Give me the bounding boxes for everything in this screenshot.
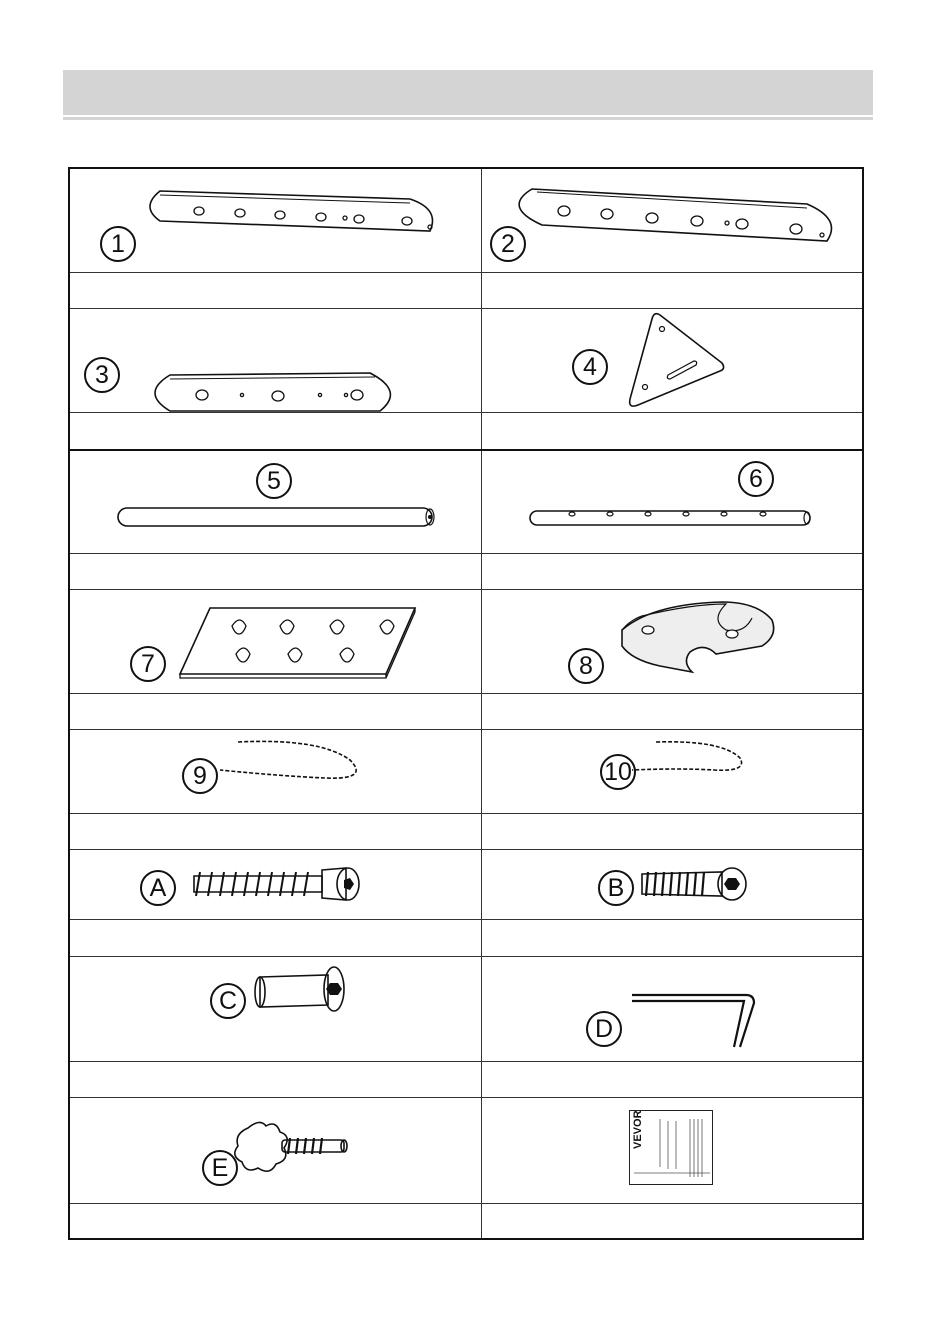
screw-A-illustration: [70, 850, 481, 919]
bar-2-illustration: [482, 169, 864, 272]
part-10-caption: [482, 814, 864, 849]
part-E-cell: [70, 1098, 481, 1203]
part-label-1: 1: [100, 226, 136, 262]
header-divider: [63, 117, 873, 120]
part-8-cell: [482, 590, 864, 693]
manual-cover-lines: [630, 1111, 714, 1186]
part-4-caption: [482, 413, 864, 449]
part-E-caption: [70, 1204, 481, 1240]
part-label-D: D: [586, 1011, 622, 1047]
block-8-illustration: [482, 590, 864, 693]
part-label-E: E: [202, 1150, 238, 1186]
part-6-caption: [482, 554, 864, 589]
part-A-caption: [70, 920, 481, 956]
part-C-cell: [70, 957, 481, 1061]
part-6-cell: [482, 451, 864, 553]
part-1-cell: [70, 169, 481, 272]
part-1-caption: [70, 273, 481, 308]
part-label-9: 9: [182, 758, 218, 794]
part-A-cell: [70, 850, 481, 919]
part-label-4: 4: [572, 349, 608, 385]
bar-3-illustration: [70, 309, 481, 412]
part-3-caption: [70, 413, 481, 449]
part-label-7: 7: [130, 646, 166, 682]
manual-caption: [482, 1204, 864, 1240]
part-8-caption: [482, 694, 864, 729]
cable-10-illustration: [482, 730, 864, 813]
part-label-8: 8: [568, 648, 604, 684]
part-label-A: A: [140, 870, 176, 906]
knob-E-illustration: [70, 1098, 481, 1203]
part-5-caption: [70, 554, 481, 589]
part-7-caption: [70, 694, 481, 729]
parts-table: [68, 167, 864, 1240]
barrel-nut-C-illustration: [70, 957, 481, 1061]
part-label-B: B: [598, 870, 634, 906]
part-4-cell: [482, 309, 864, 412]
part-2-cell: [482, 169, 864, 272]
plate-4-illustration: [482, 309, 864, 412]
part-5-cell: [70, 451, 481, 553]
header-bar: [63, 70, 873, 115]
part-B-caption: [482, 920, 864, 956]
part-C-caption: [70, 1062, 481, 1097]
part-label-3: 3: [84, 357, 120, 393]
manual-brand-logo: VEVOR: [632, 1110, 644, 1149]
part-D-caption: [482, 1062, 864, 1097]
part-label-C: C: [210, 983, 246, 1019]
part-D-cell: [482, 957, 864, 1061]
part-9-cell: [70, 730, 481, 813]
part-label-5: 5: [256, 463, 292, 499]
cable-9-illustration: [70, 730, 481, 813]
rod-6-illustration: [482, 451, 864, 553]
part-7-cell: [70, 590, 481, 693]
part-label-2: 2: [490, 226, 526, 262]
part-2-caption: [482, 273, 864, 308]
part-label-6: 6: [738, 461, 774, 497]
hex-key-D-illustration: [482, 957, 864, 1061]
part-3-cell: [70, 309, 481, 412]
part-label-10: 10: [600, 754, 636, 790]
part-9-caption: [70, 814, 481, 849]
part-B-cell: [482, 850, 864, 919]
user-manual-booklet: [629, 1110, 713, 1185]
bolt-B-illustration: [482, 850, 864, 919]
manual-cell: [482, 1098, 864, 1203]
part-10-cell: [482, 730, 864, 813]
